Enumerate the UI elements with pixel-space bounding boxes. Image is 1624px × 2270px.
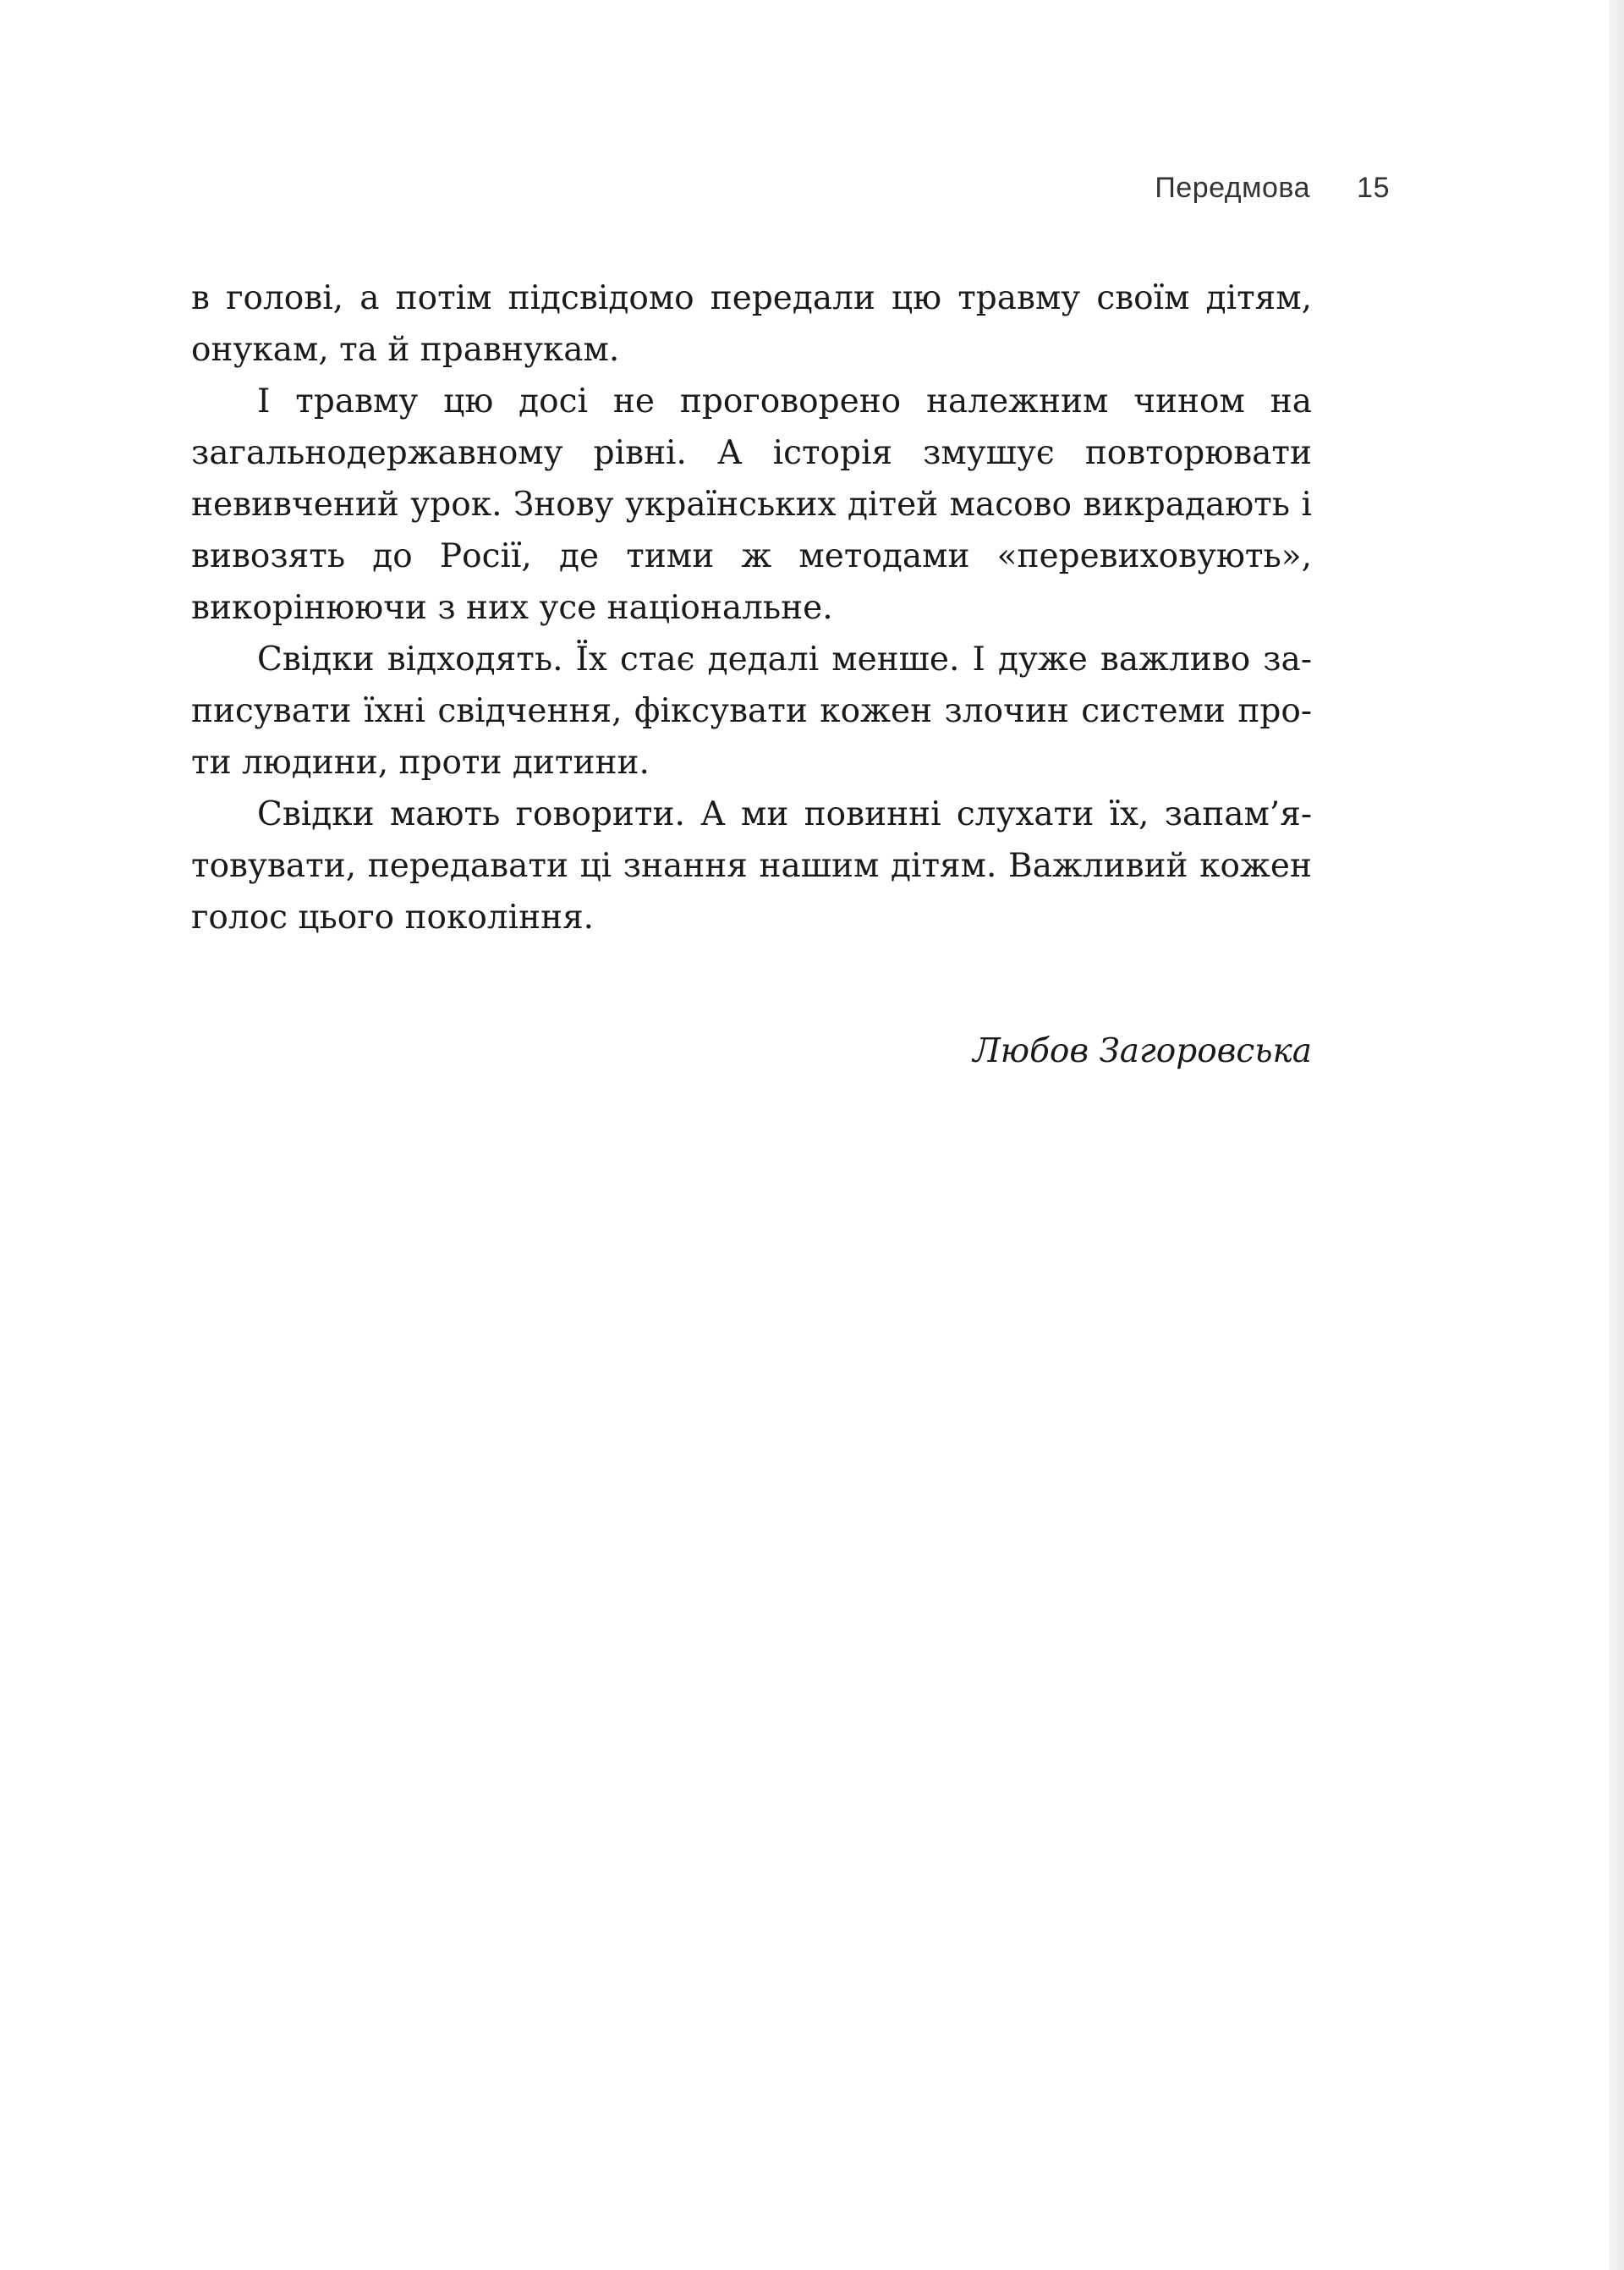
running-header [973, 168, 1390, 208]
body-text [191, 272, 1312, 943]
page-edge-shadow [1609, 0, 1624, 2270]
author-signature: Любов Загоровська [973, 1032, 1312, 1070]
paragraph-3: Свідки відходять. Їх стає дедалі менше. І дуже важливо записувати їхні свідчення, фіксувати кожен злочин системи проти людини, проти дитини. [191, 640, 1312, 782]
section-title: Передмова [1155, 172, 1310, 204]
page-number: 15 [1357, 172, 1390, 204]
paragraph-1: в голові, а потім підсвідомо передали цю травму своїм дітям, онукам, та й правнукам. [191, 279, 1312, 369]
paragraph-2: І травму цю досі не проговорено належним чином на загальнодержавному рівні. А історія змушує повторювати невивчений урок. Знову українських дітей масово викрадають і вивозять до Росії, де тими ж методами «перевиховують», викорінюючи з них усе національне. [191, 382, 1312, 627]
paragraph-4: Свідки мають говорити. А ми повинні слухати їх, запам’ятовувати, передавати ці знання нашим дітям. Важливий кожен голос цього покоління. [191, 795, 1312, 937]
